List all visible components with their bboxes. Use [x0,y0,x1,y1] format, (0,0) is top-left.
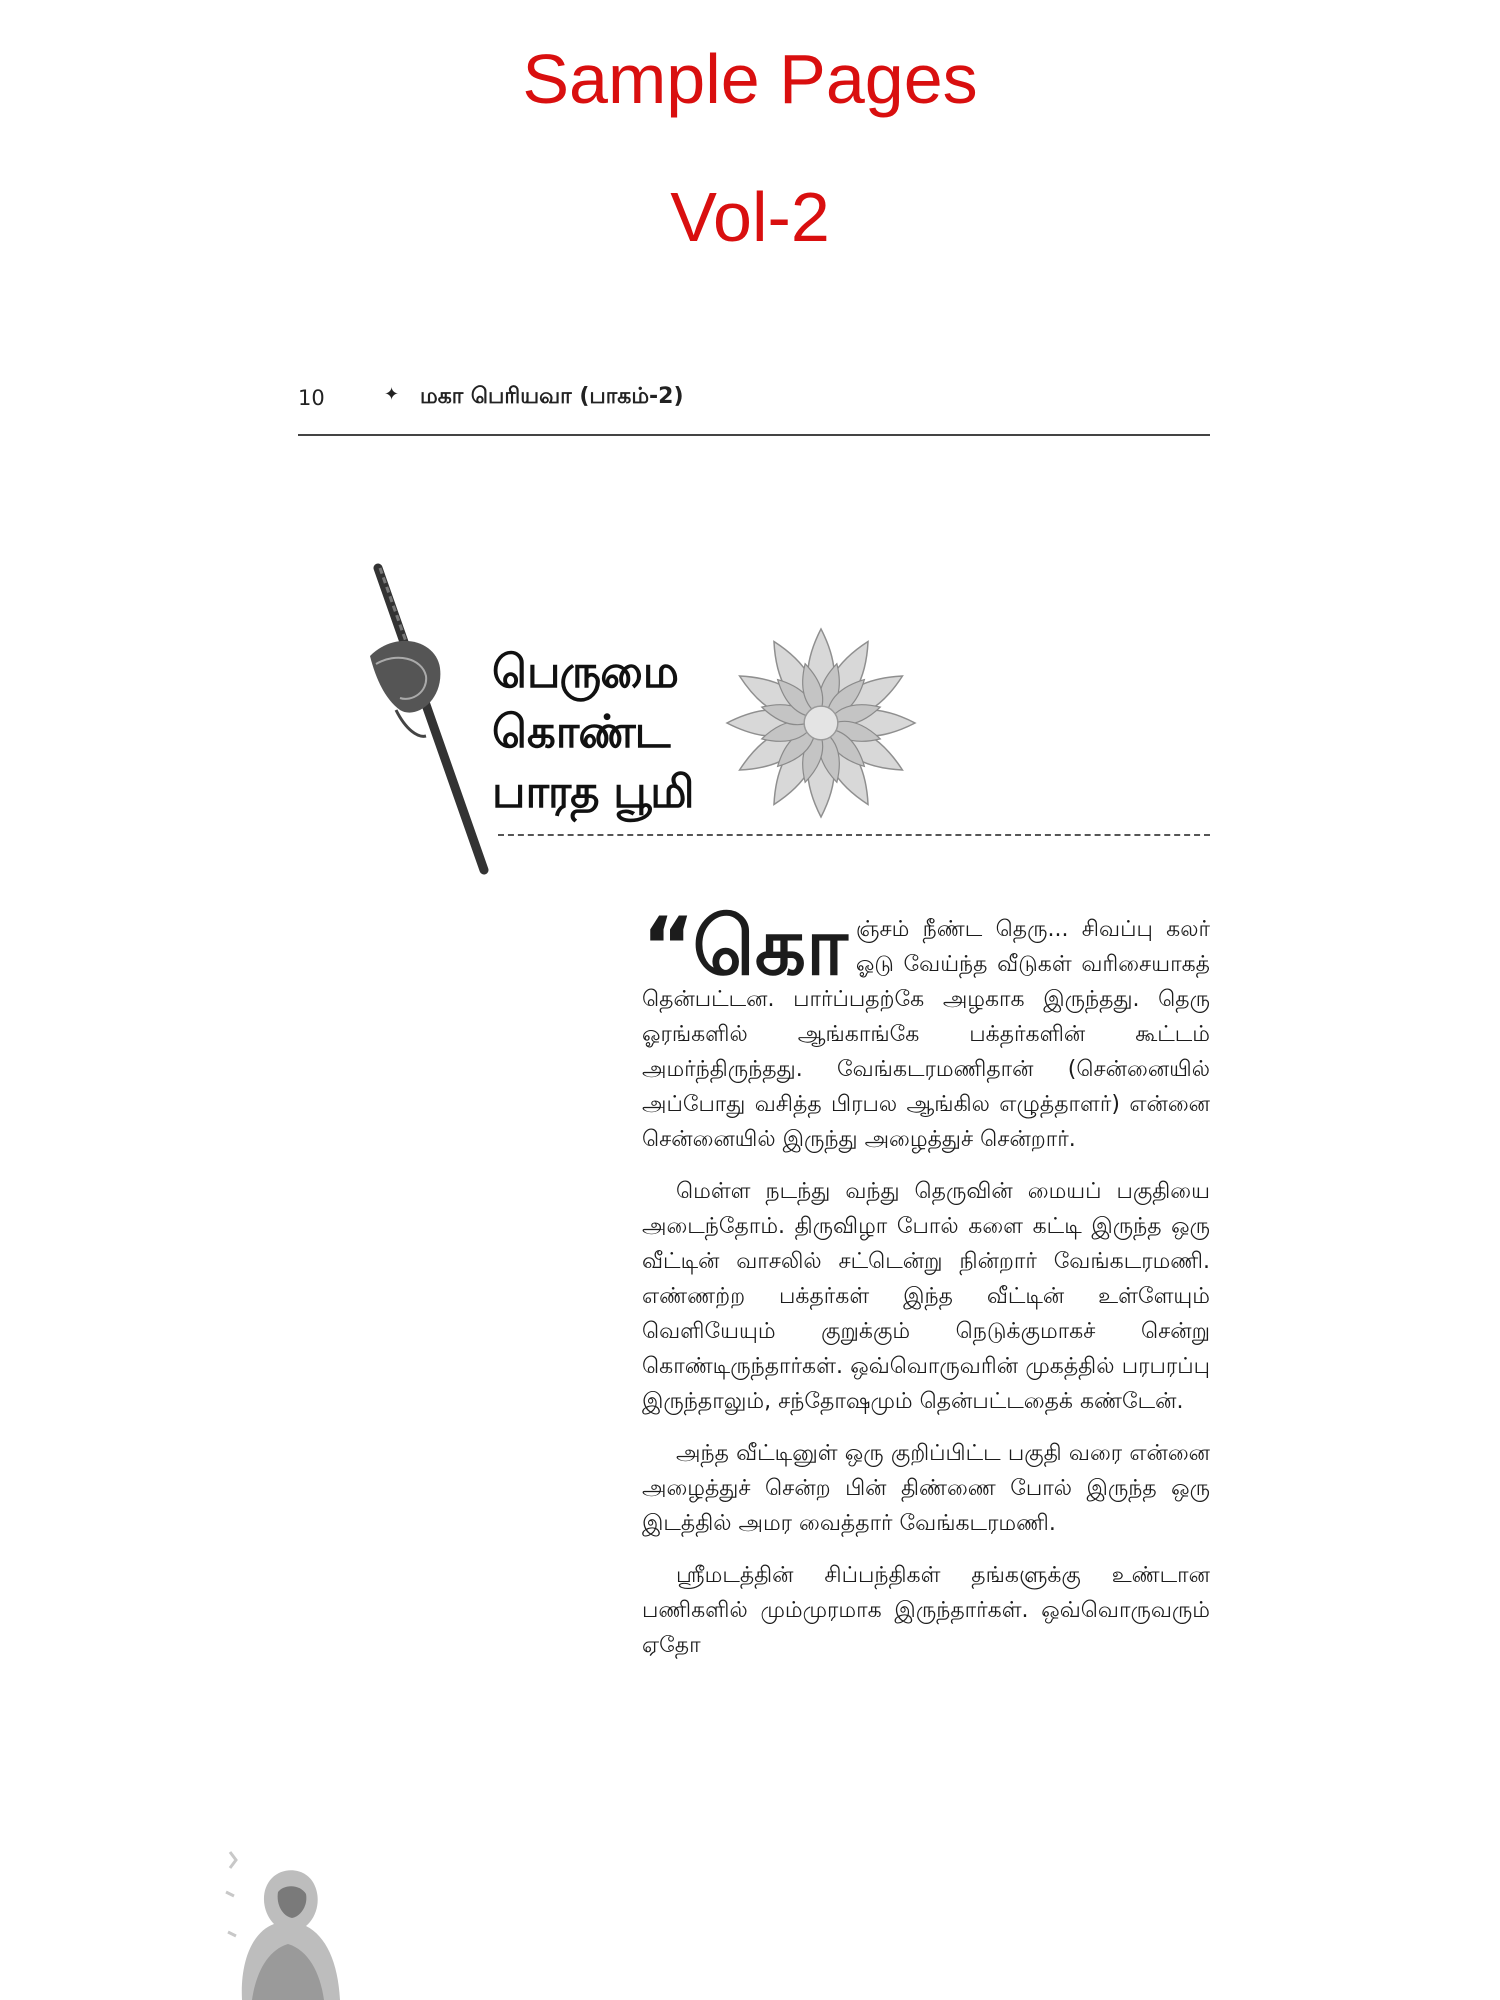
drop-cap: “கொ [642,900,846,993]
running-head [298,386,1210,426]
paragraph-1 [642,900,1210,1157]
portrait-icon [222,1832,352,2000]
chapter-title-line-3: பாரத பூமி [492,765,694,818]
chapter-title-line-2: கொண்ட [492,705,670,758]
header-rule [298,434,1210,436]
staff-icon [356,560,496,880]
chapter-title [492,642,812,822]
paragraph-2: மெள்ள நடந்து வந்து தெருவின் மையப் பகுதியை அடைந்தோம். திருவிழா போல் களை கட்டி இருந்த ஒரு வீட்டின் வாசலில் சட்டென்று நின்றார் வேங்கடரமணி. எண்ணற்ற பக்தர்கள் இந்த வீட்டின் உள்ளேயும் வெளியேயும் குறுக்கும் நெடுக்குமாகச் சென்று கொண்டிருந்தார்கள். ஒவ்வொருவரின் முகத்தில் பரபரப்பு இருந்தாலும், சந்தோஷமும் தென்பட்டதைக் கண்டேன். [642,1179,1210,1414]
paragraph-3: அந்த வீட்டினுள் ஒரு குறிப்பிட்ட பகுதி வரை என்னை அழைத்துச் சென்ற பின் திண்ணை போல் இருந்த ஒரு இடத்தில் அமர வைத்தார் வேங்கடரமணி. [642,1441,1210,1536]
chapter-title-line-1: பெருமை [492,645,679,698]
sample-pages-heading: Sample Pages [522,40,978,118]
page-number: 10 [298,386,325,410]
article-body [642,900,1210,1680]
book-title: மகா பெரியவா (பாகம்-2) [420,384,684,409]
separator-icon: ✦ [384,384,400,405]
dashed-divider [498,834,1210,836]
paragraph-4: ஸ்ரீமடத்தின் சிப்பந்திகள் தங்களுக்கு உண்டான பணிகளில் மும்முரமாக இருந்தார்கள். ஒவ்வொருவரும் ஏதோ [642,1563,1210,1658]
volume-label: Vol-2 [670,178,830,256]
paragraph-1-text: ஞ்சம் நீண்ட தெரு... சிவப்பு கலர் ஓடு வேய்ந்த வீடுகள் வரிசையாகத் தென்பட்டன. பார்ப்பதற்கே அழகாக இருந்தது. தெரு ஓரங்களில் ஆங்காங்கே பக்தர்களின் கூட்டம் அமர்ந்திருந்தது. வேங்கடரமணிதான் (சென்னையில் அப்போது வசித்த பிரபல ஆங்கில எழுத்தாளர்) என்னை சென்னையில் இருந்து அழைத்துச் சென்றார். [642,917,1210,1152]
